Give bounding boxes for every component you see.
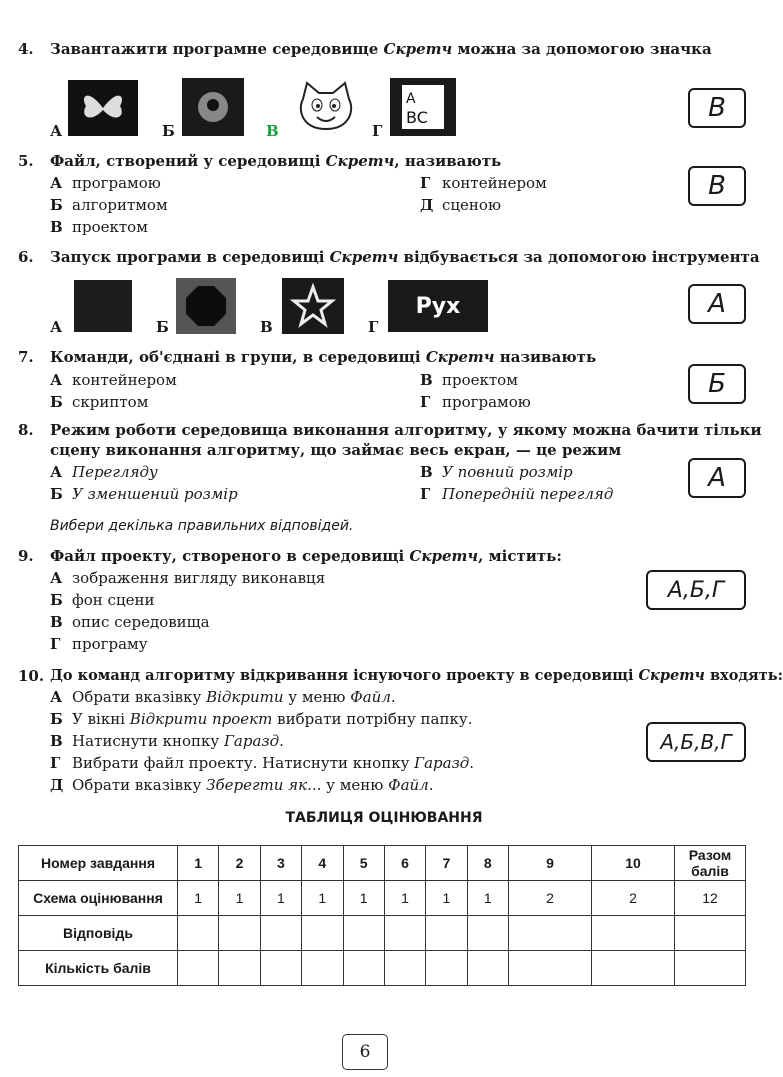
motion-block-icon: Рух: [388, 280, 488, 332]
table-cell: 1: [426, 881, 467, 916]
table-cell-total[interactable]: [675, 951, 746, 986]
row-label: Схема оцінювання: [19, 881, 178, 916]
table-cell[interactable]: [426, 916, 467, 951]
table-cell[interactable]: [426, 951, 467, 986]
header-task-number: Номер завдання: [19, 846, 178, 881]
question-6-text: Запуск програми в середовищі Скретч відбувається за допомогою інструмента: [50, 248, 760, 266]
question-5-answer-box[interactable]: В: [688, 166, 746, 206]
table-cell[interactable]: [384, 951, 425, 986]
abc-document-icon: [390, 78, 456, 136]
q7-option-c: В проектом: [420, 371, 518, 389]
row-label: Кількість балів: [19, 951, 178, 986]
q4-label-c: В: [266, 122, 279, 140]
q10-option-b: Б У вікні Відкрити проект вибрати потрібну папку.: [50, 710, 473, 728]
swirl-icon: [182, 78, 244, 136]
q10-option-c: В Натиснути кнопку Гаразд.: [50, 732, 284, 750]
table-cell-total[interactable]: [675, 916, 746, 951]
page-number: 6: [342, 1034, 388, 1070]
butterfly-icon: [68, 80, 138, 136]
svg-text:BC: BC: [406, 108, 428, 127]
question-10-answer-box[interactable]: А,Б,В,Г: [646, 722, 746, 762]
table-cell[interactable]: [219, 916, 260, 951]
q10-option-a: А Обрати вказівку Відкрити у меню Файл.: [50, 688, 396, 706]
question-8-text-line1: Режим роботи середовища виконання алгоритму, у якому можна бачити тільки: [50, 421, 762, 439]
question-5-text: Файл, створений у середовищі Скретч, називають: [50, 152, 502, 170]
q6-label-c: В: [260, 318, 273, 336]
q5-option-d: Г контейнером: [420, 174, 547, 192]
question-4-answer-box[interactable]: В: [688, 88, 746, 128]
q8-option-c: В У повний розмір: [420, 463, 573, 481]
table-cell[interactable]: [178, 916, 219, 951]
q8-option-a: А Перегляду: [50, 463, 158, 481]
table-cell: 1: [178, 881, 219, 916]
header-col: 5: [343, 846, 384, 881]
sprite-star-icon: [282, 278, 344, 334]
question-9-answer-box[interactable]: А,Б,Г: [646, 570, 746, 610]
table-cell[interactable]: [467, 951, 508, 986]
q7-option-a: А контейнером: [50, 371, 177, 389]
q8-option-b: Б У зменшений розмір: [50, 485, 238, 503]
q7-option-b: Б скриптом: [50, 393, 149, 411]
table-cell: 2: [509, 881, 592, 916]
question-4-text: Завантажити програмне середовище Скретч можна за допомогою значка: [50, 40, 712, 58]
q5-option-c: В проектом: [50, 218, 148, 236]
table-cell[interactable]: [592, 951, 675, 986]
table-cell[interactable]: [592, 916, 675, 951]
table-cell[interactable]: [343, 951, 384, 986]
header-col: 3: [260, 846, 301, 881]
table-cell: 1: [384, 881, 425, 916]
table-cell: 1: [302, 881, 343, 916]
q7-option-d: Г програмою: [420, 393, 531, 411]
table-cell[interactable]: [384, 916, 425, 951]
header-total: Разом балів: [675, 846, 746, 881]
header-col: 9: [509, 846, 592, 881]
stop-icon: [176, 278, 236, 334]
table-cell[interactable]: [178, 951, 219, 986]
table-cell: 1: [260, 881, 301, 916]
table-row: [19, 881, 746, 916]
question-8-text-line2: сцену виконання алгоритму, що займає весь екран, — це режим: [50, 441, 622, 459]
question-8-answer-box[interactable]: А: [688, 458, 746, 498]
question-9-number: 9.: [18, 547, 34, 565]
table-cell[interactable]: [509, 951, 592, 986]
question-10-text: До команд алгоритму відкривання існуючого проекту в середовищі Скретч входять:: [50, 667, 783, 684]
multiple-answers-hint: Вибери декілька правильних відповідей.: [50, 518, 354, 534]
table-row: [19, 951, 746, 986]
svg-text:A: A: [406, 91, 416, 107]
question-4-number: 4.: [18, 40, 34, 58]
header-col: 2: [219, 846, 260, 881]
table-cell[interactable]: [509, 916, 592, 951]
header-col: 7: [426, 846, 467, 881]
q4-label-a: А: [50, 122, 63, 140]
table-cell[interactable]: [343, 916, 384, 951]
question-7-answer-box[interactable]: Б: [688, 364, 746, 404]
q5-option-e: Д сценою: [420, 196, 502, 214]
question-6-number: 6.: [18, 248, 34, 266]
q5-option-b: Б алгоритмом: [50, 196, 168, 214]
question-6-answer-box[interactable]: А: [688, 284, 746, 324]
question-7-text: Команди, об'єднані в групи, в середовищі Скретч називають: [50, 348, 597, 366]
q6-label-a: А: [50, 318, 63, 336]
green-flag-icon: [74, 280, 132, 332]
table-header-row: [19, 846, 746, 881]
table-cell[interactable]: [219, 951, 260, 986]
table-cell: 1: [219, 881, 260, 916]
q8-option-d: Г Попередній перегляд: [420, 485, 614, 503]
table-row: [19, 916, 746, 951]
q6-label-d: Г: [368, 318, 379, 336]
table-cell[interactable]: [467, 916, 508, 951]
grading-table-title: ТАБЛИЦЯ ОЦІНЮВАННЯ: [285, 810, 483, 826]
scratch-cat-icon: [292, 78, 360, 138]
question-10-number: 10.: [18, 667, 45, 685]
q4-label-d: Г: [372, 122, 383, 140]
question-8-number: 8.: [18, 421, 34, 439]
q10-option-d: Г Вибрати файл проекту. Натиснути кнопку Гаразд.: [50, 754, 475, 772]
table-cell[interactable]: [302, 916, 343, 951]
q10-option-e: Д Обрати вказівку Зберегти як... у меню Файл.: [50, 776, 434, 794]
header-col: 1: [178, 846, 219, 881]
table-cell: 1: [343, 881, 384, 916]
header-col: 8: [467, 846, 508, 881]
table-cell[interactable]: [260, 951, 301, 986]
q9-option-c: В опис середовища: [50, 613, 210, 631]
q9-option-b: Б фон сцени: [50, 591, 155, 609]
table-cell: 2: [592, 881, 675, 916]
table-cell: 1: [467, 881, 508, 916]
q5-option-a: А програмою: [50, 174, 161, 192]
header-col: 10: [592, 846, 675, 881]
table-cell-total: 12: [675, 881, 746, 916]
q4-label-b: Б: [162, 122, 175, 140]
header-col: 6: [384, 846, 425, 881]
header-col: 4: [302, 846, 343, 881]
q9-option-a: А зображення вигляду виконавця: [50, 569, 326, 587]
row-label: Відповідь: [19, 916, 178, 951]
grading-table: [18, 845, 746, 986]
q9-option-d: Г програму: [50, 635, 148, 653]
question-5-number: 5.: [18, 152, 34, 170]
table-cell[interactable]: [302, 951, 343, 986]
q6-label-b: Б: [156, 318, 169, 336]
table-cell[interactable]: [260, 916, 301, 951]
question-9-text: Файл проекту, створеного в середовищі Скретч, містить:: [50, 547, 562, 565]
question-7-number: 7.: [18, 348, 34, 366]
